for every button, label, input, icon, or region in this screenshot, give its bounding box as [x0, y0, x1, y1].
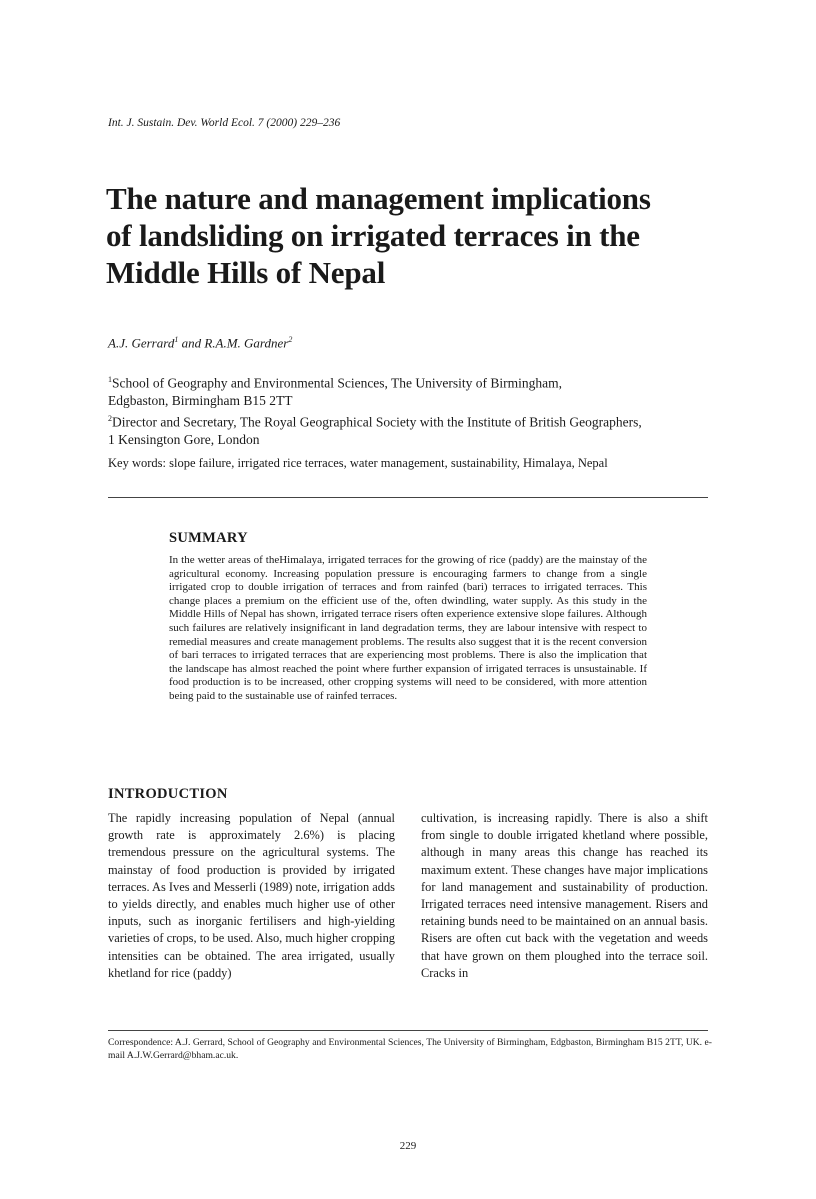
page-number: 229: [399, 1140, 417, 1152]
title-line: of landsliding on irrigated terraces in the: [106, 218, 640, 253]
body-column-left: The rapidly increasing population of Nepal (annual growth rate is approximately 2.6%) is placing tremendous pressure on the agricultural systems. The mainstay of food production is provided by irrigated terraces. As Ives and Messerli (1989) note, irrigation adds to yields directly, and enables much higher use of other inputs, such as inorganic fertilisers and high-yielding varieties of crops, to be used. Also, much higher cropping intensities can be obtained. The area irrigated, usually khetland for rice (paddy): [108, 811, 395, 980]
author-list: [108, 335, 292, 351]
affiliation-line: [108, 371, 728, 392]
author-name: R.A.M. Gardner: [204, 335, 289, 351]
author-name: A.J. Gerrard: [108, 335, 175, 351]
journal-reference: Int. J. Sustain. Dev. World Ecol. 7 (2000) 229–236: [108, 117, 341, 129]
introduction-heading: INTRODUCTION: [108, 786, 228, 802]
footnote-divider: [108, 1030, 708, 1031]
title-line: Middle Hills of Nepal: [106, 255, 386, 290]
body-column-right: cultivation, is increasing rapidly. There is also a shift from single to double irrigated khetland where possible, although in many areas this change has reached its maximum extent. These changes have major implications for land management and sustainability of production. Irrigated terraces need intensive management. Risers and retaining bunds need to be maintained on an annual basis. Risers are often cut back with the vegetation and weeds that have grown on them ploughed into the terrace soil. Cracks in: [421, 811, 708, 980]
summary-body: In the wetter areas of theHimalaya, irrigated terraces for the growing of rice (paddy) are the mainstay of the agricultural economy. Increasing population pressure is encouraging farmers to change from a single irrigated crop to double irrigation of terraces and from rainfed (bari) terraces to irrigated terraces. This change places a premium on the efficient use of the, often dwindling, water supply. As this study in the Middle Hills of Nepal has shown, irrigated terrace risers often experience extensive slope failures. Although such failures are relatively insignificant in land degradation terms, they are labour intensive with respect to remedial measures and create management problems. The results also suggest that it is the recent conversion of bari terraces to irrigated terraces that are experiencing most problems. There is also the implication that the landscape has almost reached the point where further expansion of irrigated terraces is unsustainable. If food production is to be increased, other cropping systems will need to be considered, with more attention being paid to the sustainable use of rainfed terraces.: [169, 554, 647, 702]
affiliation-line: 1 Kensington Gore, London: [108, 431, 260, 447]
keywords: Key words: slope failure, irrigated rice terraces, water management, sustainability, Himalaya, Nepal: [108, 456, 608, 470]
affiliations: [108, 371, 728, 448]
affiliation-mark: 1: [108, 375, 112, 384]
affiliation-line: [108, 410, 728, 431]
author-affiliation-mark: 2: [288, 335, 293, 344]
affiliation-line: Edgbaston, Birmingham B15 2TT: [108, 393, 293, 408]
affiliation-mark: 2: [108, 413, 112, 423]
affiliation-text: School of Geography and Environmental Sciences, The University of Birmingham,: [112, 375, 563, 391]
title-line: The nature and management implications: [106, 181, 651, 216]
affiliation-text: Director and Secretary, The Royal Geographical Society with the Institute of British Geographers,: [112, 414, 642, 429]
author-affiliation-mark: 1: [174, 335, 179, 344]
author-conjunction: and: [178, 335, 205, 351]
correspondence-footnote: Correspondence: A.J. Gerrard, School of Geography and Environmental Sciences, The University of Birmingham, Edgbaston, Birmingham B15 2TT, UK. e-mail A.J.W.Gerrard@bham.ac.uk.: [108, 1037, 712, 1061]
article-title: [106, 180, 746, 291]
summary-heading: SUMMARY: [169, 530, 248, 546]
header-divider: [108, 497, 708, 498]
